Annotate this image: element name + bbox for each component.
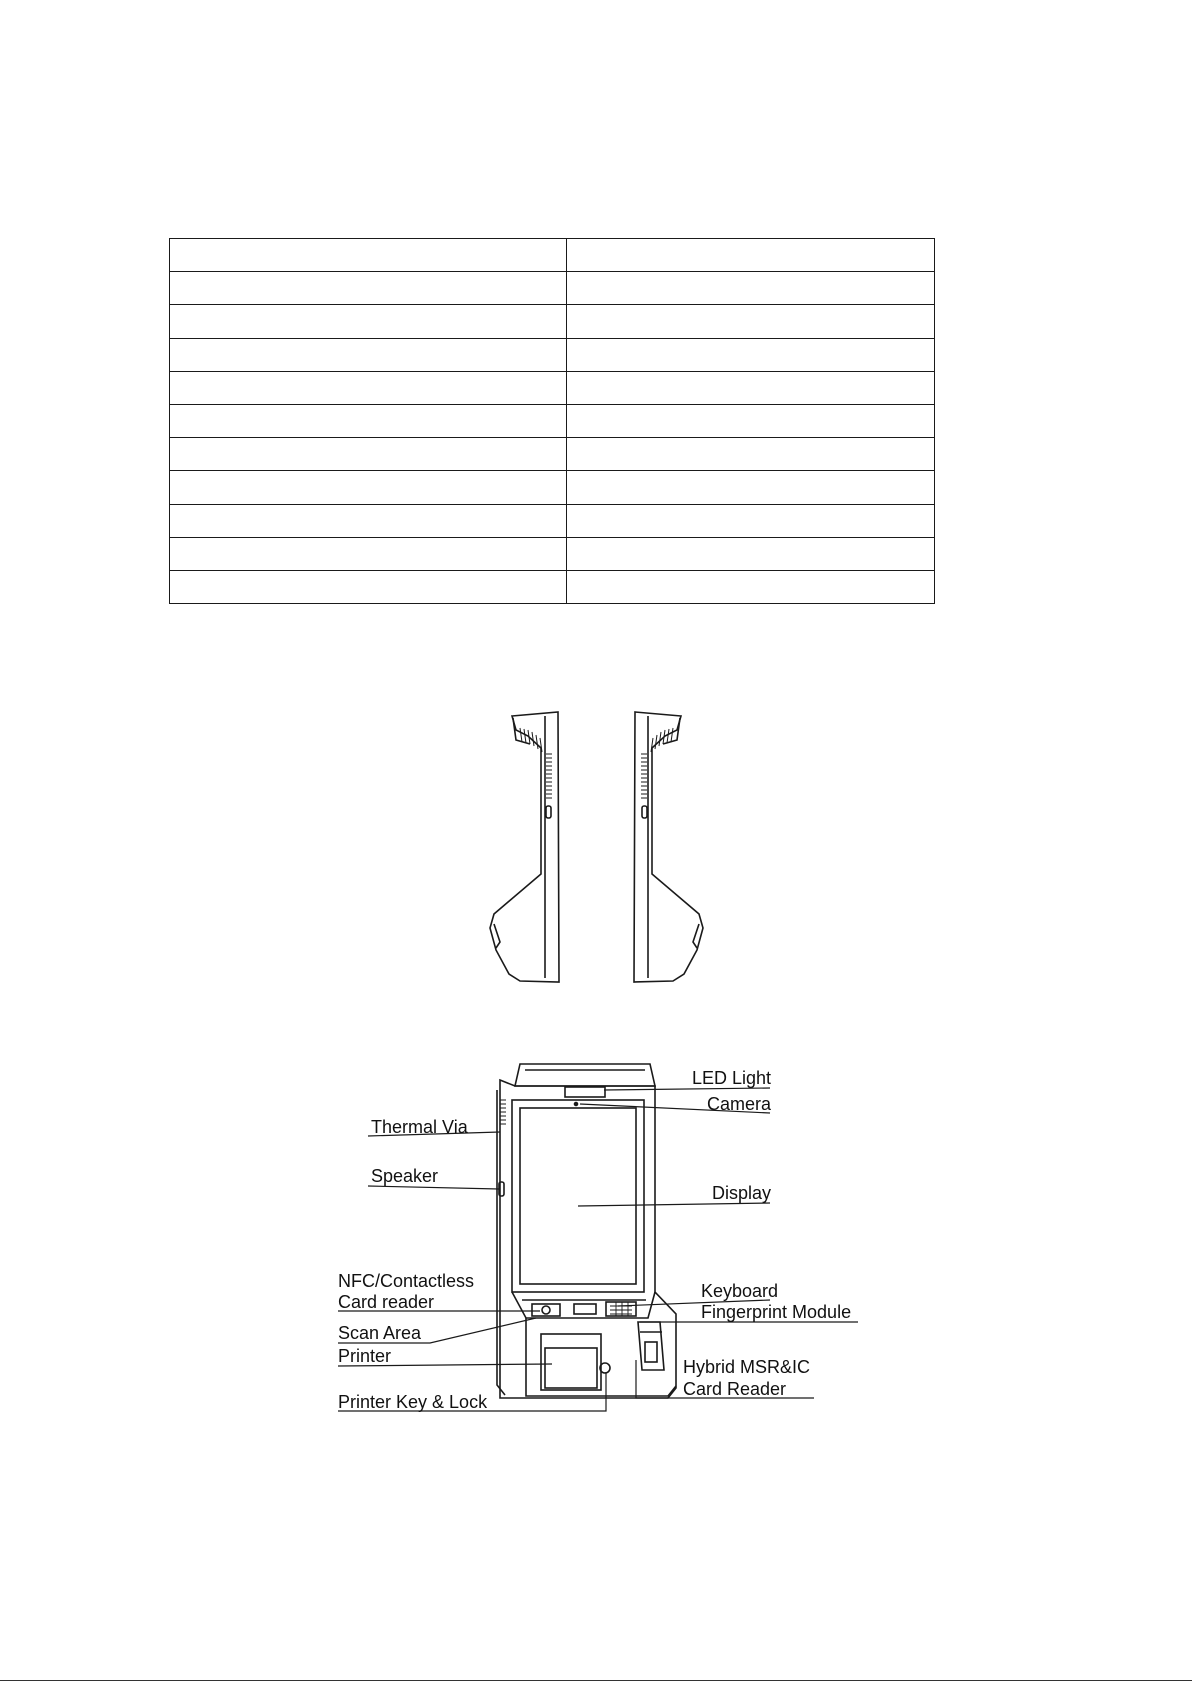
leader-display xyxy=(578,1203,770,1206)
label-scan-area: Scan Area xyxy=(338,1323,422,1343)
leader-led-light xyxy=(604,1088,770,1090)
label-fingerprint-module: Fingerprint Module xyxy=(701,1302,852,1322)
label-thermal-via: Thermal Via xyxy=(371,1117,468,1137)
label-led-light: LED Light xyxy=(691,1068,771,1088)
leader-speaker xyxy=(368,1186,499,1189)
callout-labels xyxy=(338,1068,851,1412)
label-nfc-line2: Card reader xyxy=(338,1292,435,1312)
label-nfc-line1: NFC/Contactless xyxy=(338,1271,475,1291)
label-keyboard: Keyboard xyxy=(701,1281,779,1301)
label-printer-key-lock: Printer Key & Lock xyxy=(338,1392,488,1412)
label-display: Display xyxy=(711,1183,771,1203)
label-hybrid-line1: Hybrid MSR&IC xyxy=(683,1357,811,1377)
label-printer: Printer xyxy=(338,1346,392,1366)
label-hybrid-line2: Card Reader xyxy=(683,1379,787,1399)
label-camera: Camera xyxy=(706,1094,771,1114)
kiosk-front-body xyxy=(497,1064,676,1398)
label-speaker: Speaker xyxy=(371,1166,439,1186)
page-bottom-rule xyxy=(0,1680,1192,1681)
